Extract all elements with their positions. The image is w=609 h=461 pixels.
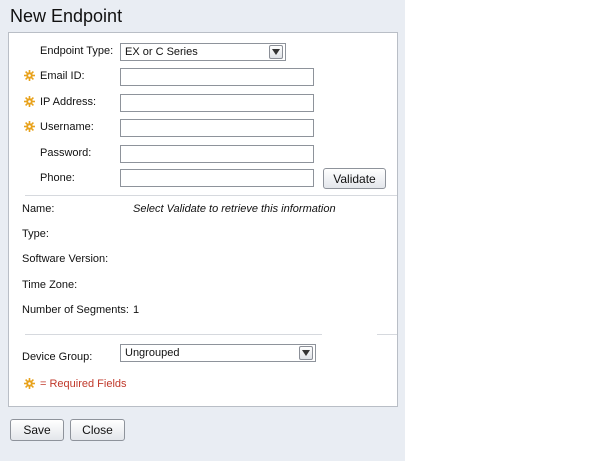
time-zone-label: Time Zone: (22, 279, 78, 291)
close-button[interactable]: Close (70, 419, 125, 441)
endpoint-type-value: EX or C Series (125, 46, 198, 58)
endpoint-type-label: Endpoint Type: (40, 45, 114, 57)
divider (25, 195, 397, 196)
divider (377, 334, 397, 335)
segments-label: Number of Segments: (22, 304, 129, 316)
required-icon (24, 121, 35, 132)
chevron-down-icon[interactable] (269, 45, 283, 59)
ip-address-field[interactable] (120, 94, 314, 112)
endpoint-type-select[interactable] (120, 43, 286, 61)
password-field[interactable] (120, 145, 314, 163)
required-icon (24, 378, 35, 389)
endpoint-form-panel (8, 32, 398, 407)
save-button[interactable]: Save (10, 419, 64, 441)
required-fields-legend: = Required Fields (40, 378, 127, 390)
name-label: Name: (22, 203, 55, 215)
software-version-label: Software Version: (22, 253, 109, 265)
phone-field[interactable] (120, 169, 314, 187)
validate-button[interactable]: Validate (323, 168, 386, 189)
phone-label: Phone: (40, 172, 75, 184)
validate-hint: Select Validate to retrieve this information (133, 203, 336, 215)
password-label: Password: (40, 147, 92, 159)
username-field[interactable] (120, 119, 314, 137)
device-group-label: Device Group: (22, 351, 93, 363)
required-icon (24, 96, 35, 107)
required-icon (24, 70, 35, 81)
device-group-select[interactable] (120, 344, 316, 362)
divider (25, 334, 322, 335)
ip-address-label: IP Address: (40, 96, 97, 108)
chevron-down-icon[interactable] (299, 346, 313, 360)
dialog-title: New Endpoint (10, 6, 123, 26)
type-label: Type: (22, 228, 49, 240)
email-id-field[interactable] (120, 68, 314, 86)
device-group-value: Ungrouped (125, 347, 180, 359)
email-id-label: Email ID: (40, 70, 85, 82)
username-label: Username: (40, 121, 94, 133)
segments-value: 1 (133, 304, 140, 316)
